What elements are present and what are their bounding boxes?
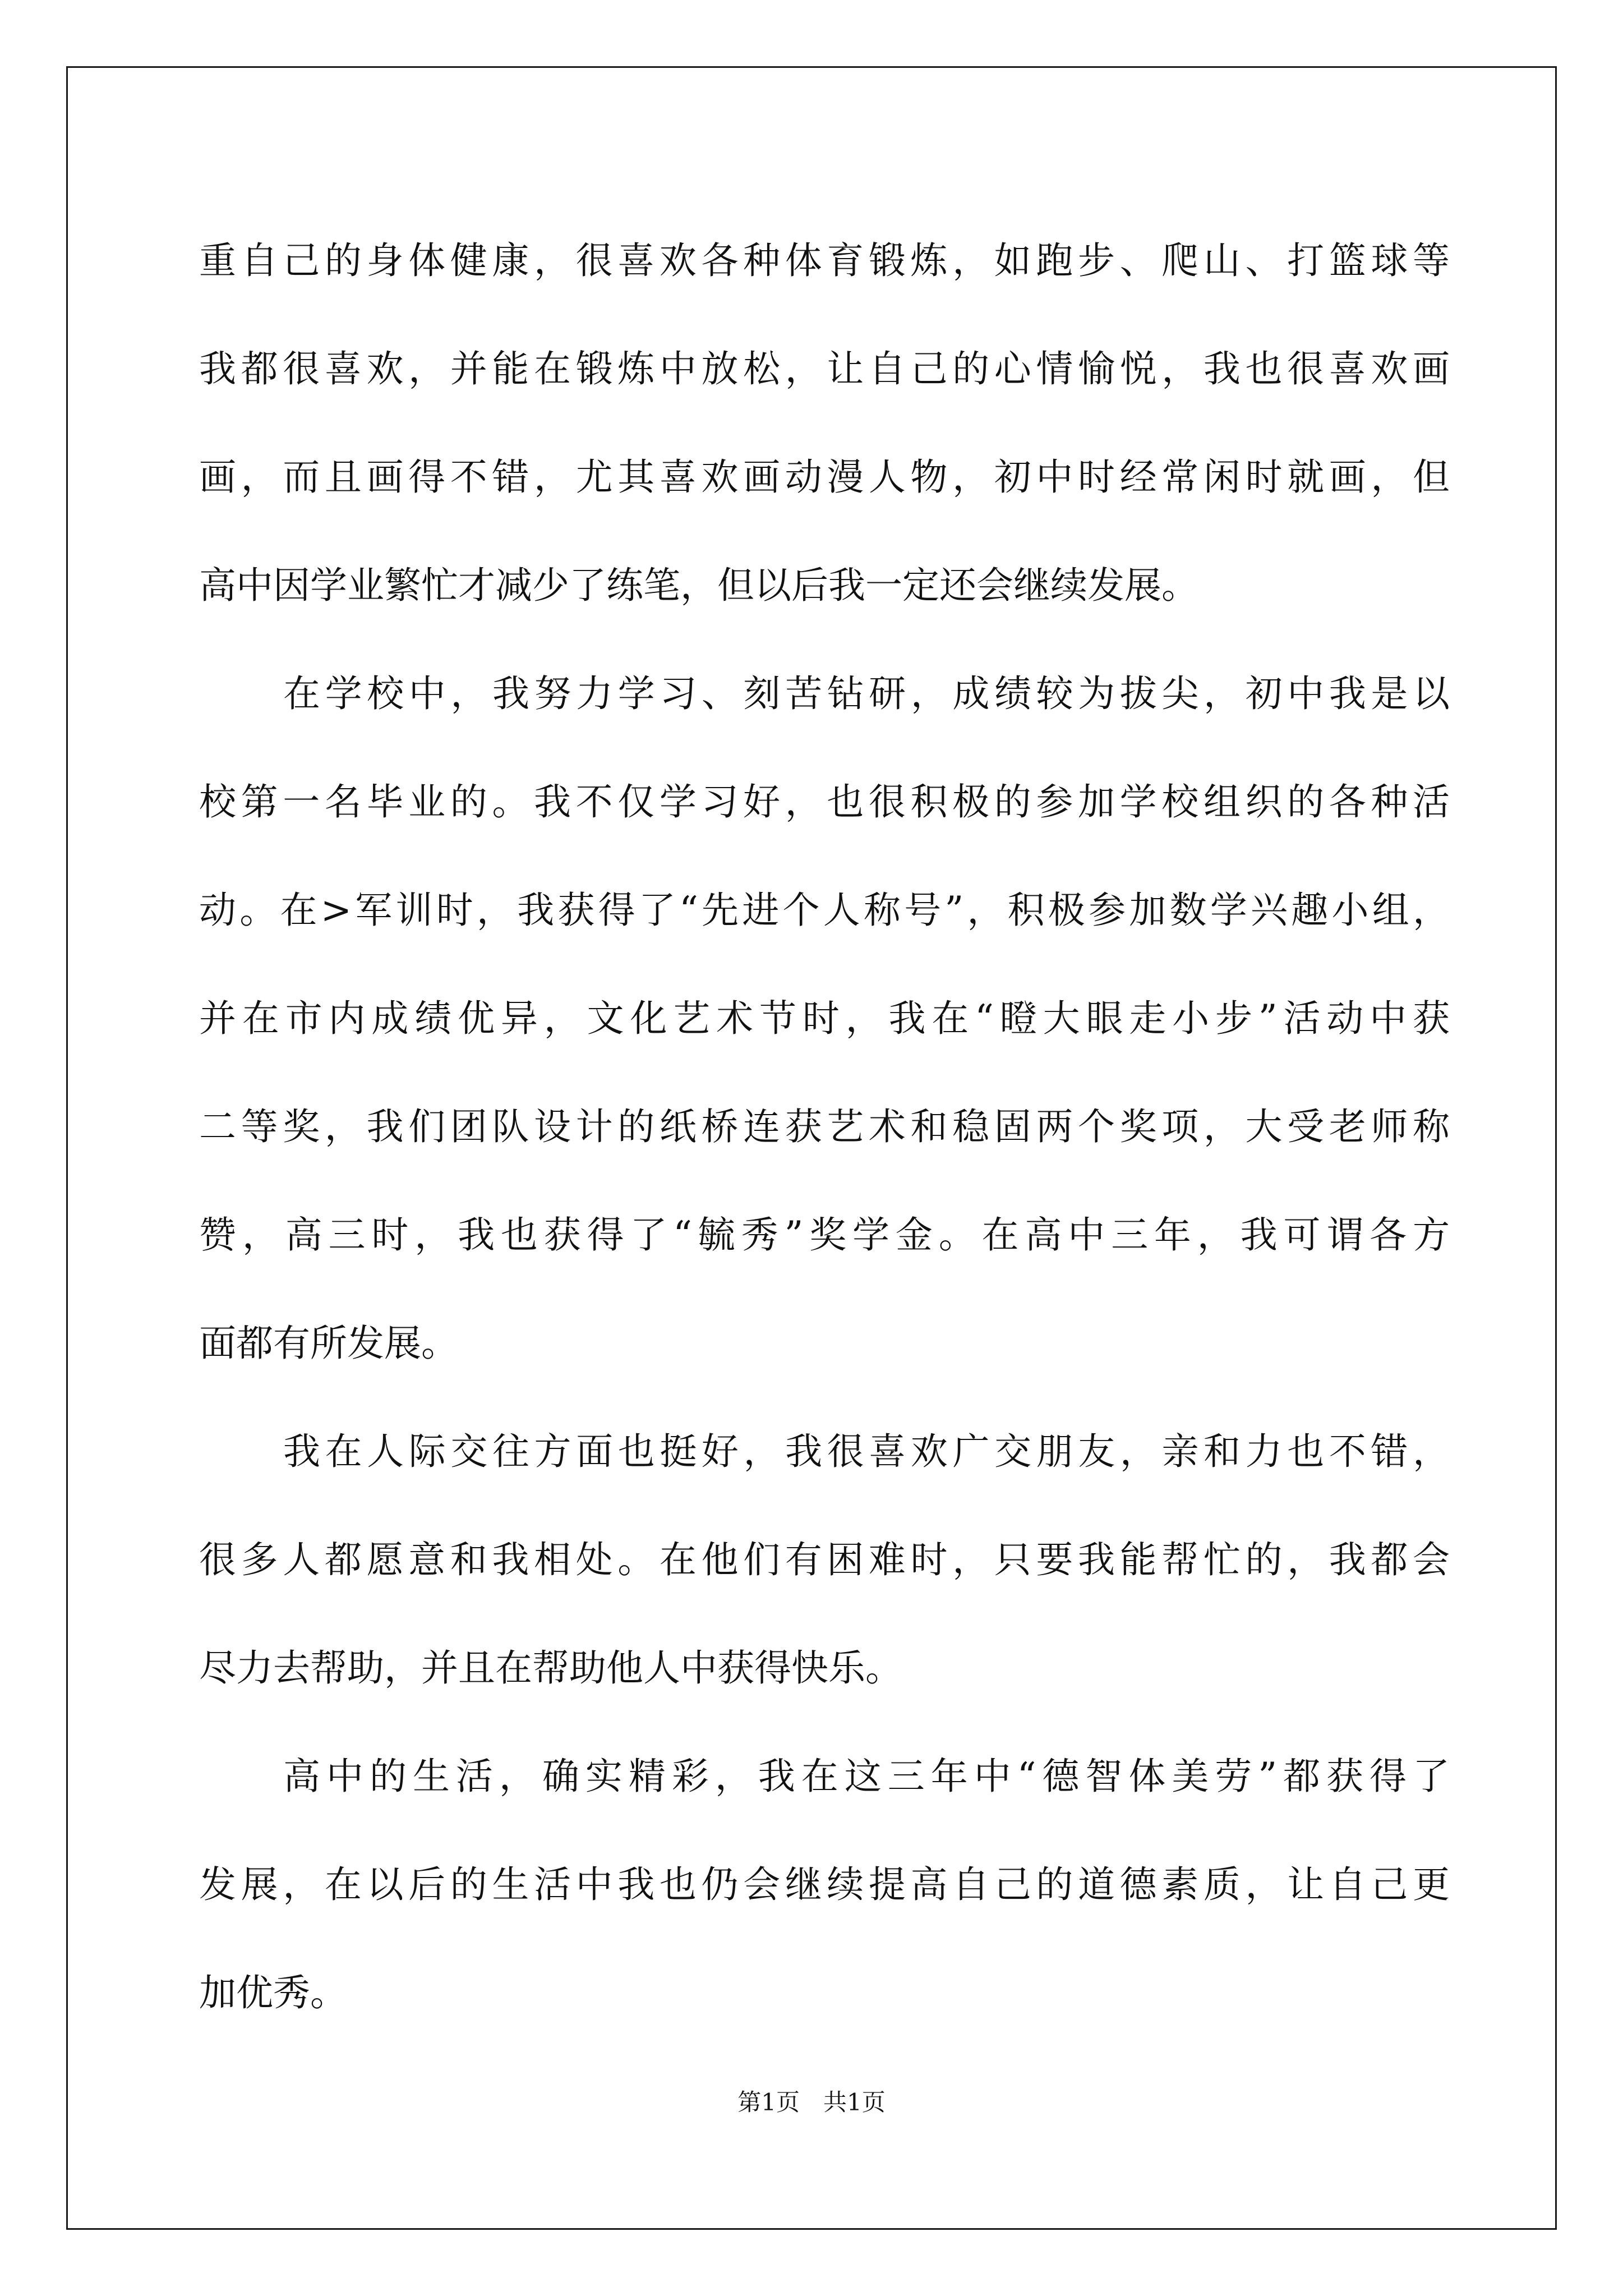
text-line: 赞，高三时，我也获得了“毓秀”奖学金。在高中三年，我可谓各方 (199, 1213, 1450, 1257)
paragraph-1 (199, 206, 1450, 639)
text-line: 面都有所发展。 (199, 1322, 458, 1365)
text-line: 高中因学业繁忙才减少了练笔，但以后我一定还会继续发展。 (199, 564, 1198, 607)
text-line: 我都很喜欢，并能在锻炼中放松，让自己的心情愉悦，我也很喜欢画 (199, 347, 1450, 390)
text-line: 发展，在以后的生活中我也仍会继续提高自己的道德素质，让自己更 (199, 1863, 1450, 1906)
text-line: 二等奖，我们团队设计的纸桥连获艺术和稳固两个奖项，大受老师称 (199, 1105, 1450, 1148)
text-line: 我在人际交往方面也挺好，我很喜欢广交朋友，亲和力也不错， (283, 1430, 1450, 1473)
text-line: 动。在>军训时，我获得了“先进个人称号”，积极参加数学兴趣小组， (199, 889, 1450, 932)
text-line: 画，而且画得不错，尤其喜欢画动漫人物，初中时经常闲时就画，但 (199, 455, 1450, 499)
text-line: 很多人都愿意和我相处。在他们有困难时，只要我能帮忙的，我都会 (199, 1538, 1450, 1581)
paragraph-4 (199, 1722, 1450, 2047)
text-line: 加优秀。 (199, 1971, 347, 2014)
text-line: 校第一名毕业的。我不仅学习好，也很积极的参加学校组织的各种活 (199, 780, 1450, 823)
text-line: 高中的生活，确实精彩，我在这三年中“德智体美劳”都获得了 (283, 1755, 1450, 1798)
paragraph-3 (199, 1397, 1450, 1722)
text-line: 重自己的身体健康，很喜欢各种体育锻炼，如跑步、爬山、打篮球等 (199, 239, 1450, 282)
document-body (199, 206, 1450, 2047)
text-line: 在学校中，我努力学习、刻苦钻研，成绩较为拔尖，初中我是以 (283, 672, 1450, 715)
text-line: 并在市内成绩优异，文化艺术节时，我在“瞪大眼走小步”活动中获 (199, 997, 1450, 1040)
page-number-footer: 第1页 共1页 (737, 2088, 886, 2116)
text-line: 尽力去帮助，并且在帮助他人中获得快乐。 (199, 1646, 902, 1690)
paragraph-2 (199, 639, 1450, 1397)
